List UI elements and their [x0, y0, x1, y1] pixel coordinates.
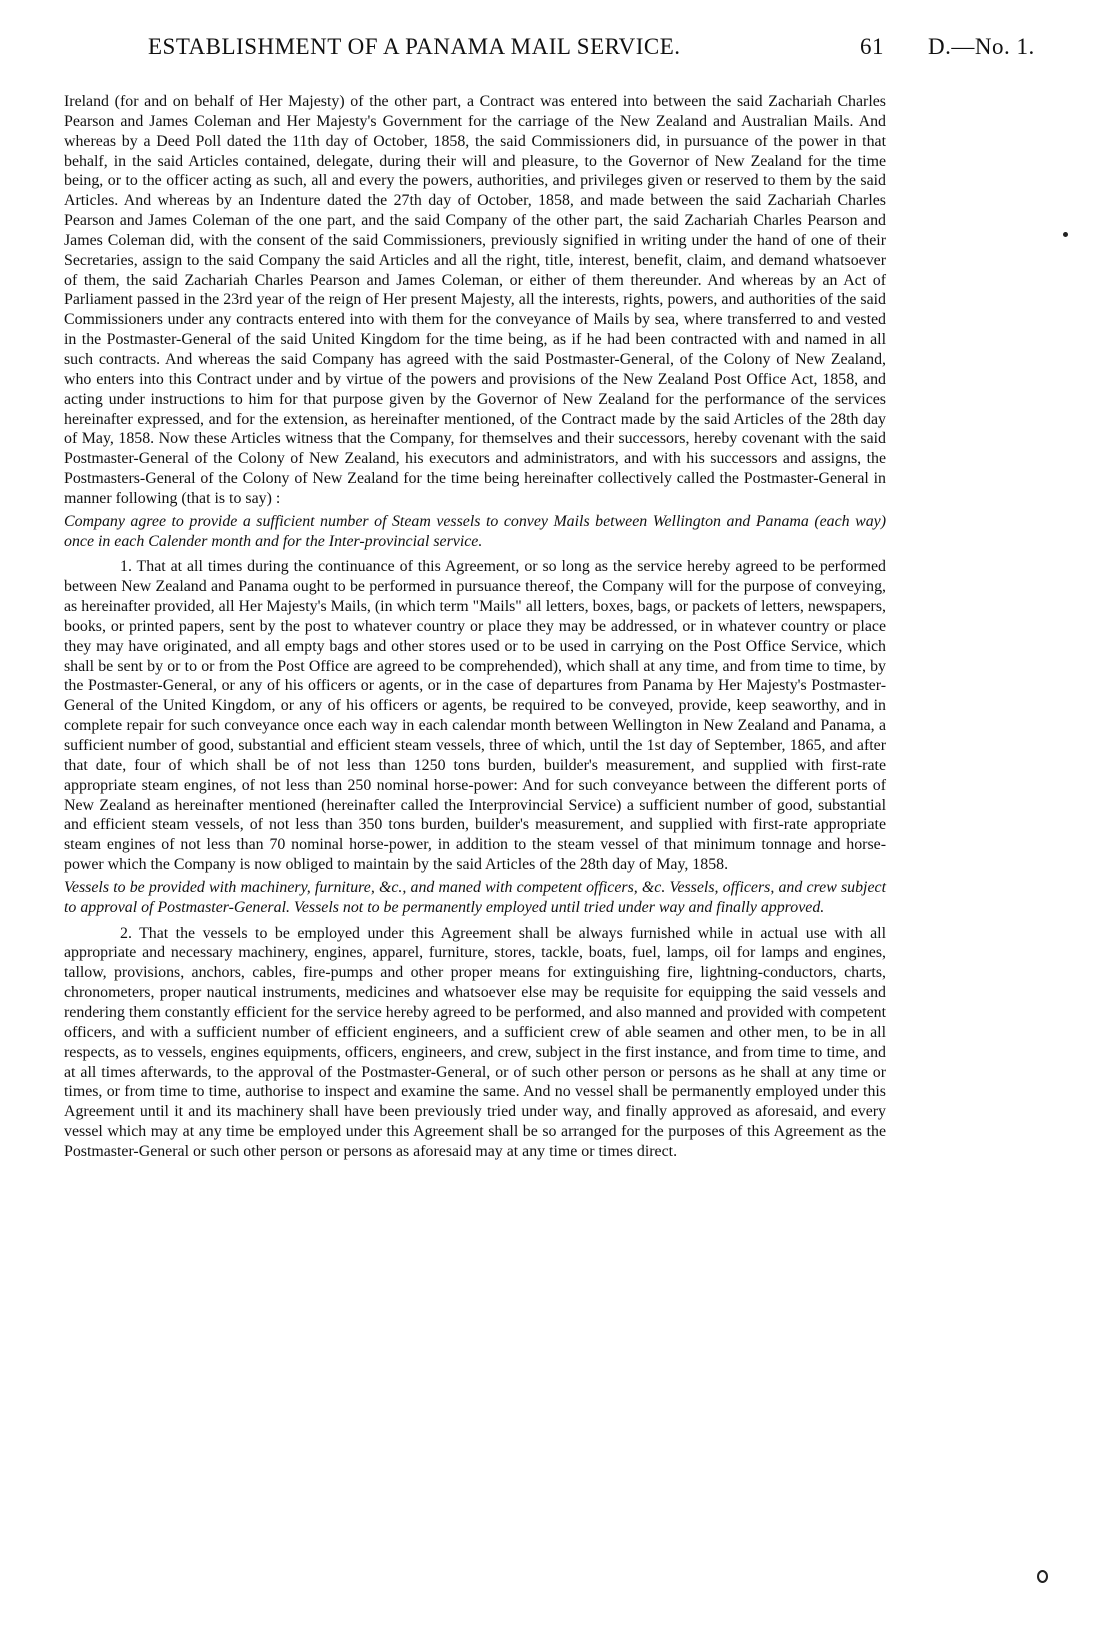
document-reference: D.—No. 1.	[928, 34, 1035, 59]
document-body	[64, 92, 886, 1162]
scan-speck	[1063, 232, 1068, 237]
scan-mark	[1037, 1570, 1048, 1583]
paragraph-preamble: Ireland (for and on behalf of Her Majesty) of the other part, a Contract was entered into between the said Zachariah Charles Pearson and James Coleman and Her Majesty's Government for the carriage of the New Zealand and Australian Mails. And whereas by a Deed Poll dated the 11th day of October, 1858, the said Commissioners did, in pursuance of the power in that behalf, in the said Articles contained, delegate, during their will and pleasure, to the Governor of New Zealand for the time being, or to the officer acting as such, all and every the powers, authorities, and privileges given or reserved to them by the said Articles. And whereas by an Indenture dated the 27th day of October, 1858, and made between the said Zachariah Charles Pearson and James Coleman of the one part, and the said Company of the other part, the said Zachariah Charles Pearson and James Coleman did, with the consent of the said Commissioners, previously signified in writing under the hand of one of their Secretaries, assign to the said Company the said Articles and all the right, title, interest, benefit, claim, and demand whatsoever of them, the said Zachariah Charles Pearson and James Coleman, or either of them thereunder. And whereas by an Act of Parliament passed in the 23rd year of the reign of Her present Majesty, all the interests, rights, powers, and authorities of the said Commissioners under any contracts entered into with them for the conveyance of Mails by sea, where transferred to and vested in the Postmaster-General of the said United Kingdom for the time being, as if he had been contracted with and named in all such contracts. And whereas the said Company has agreed with the said Postmaster-General, of the Colony of New Zealand, who enters into this Contract under and by virtue of the powers and provisions of the New Zealand Post Office Act, 1858, and acting under instructions to him for that purpose given by the Governor of New Zealand for the performance of the services hereinafter expressed, and for the extension, as hereinafter mentioned, of the Contract made by the said Articles of the 28th day of May, 1858. Now these Articles witness that the Company, for themselves and their successors, hereby covenant with the said Postmaster-General of the Colony of New Zealand, his executors and administrators, and with his successors and assigns, the Postmasters-General of the Colony of New Zealand for the time being hereinafter collectively called the Postmaster-General in manner following (that is to say) :	[64, 93, 886, 507]
header-title: ESTABLISHMENT OF A PANAMA MAIL SERVICE.	[148, 34, 681, 59]
page-header	[148, 34, 1068, 68]
marginal-note-2: Vessels to be provided with machinery, furniture, &c., and maned with competent officers, &c. Vessels, officers, and crew subject to approval of Postmaster-General. Vessels not to be permanently employed until tried under way and finally approved.	[64, 878, 886, 916]
page-number: 61	[860, 34, 884, 59]
paragraph-clause-1: 1. That at all times during the continuance of this Agreement, or so long as the service hereby agreed to be performed between New Zealand and Panama ought to be performed in pursuance thereof, the Company will for the purpose of conveying, as hereinafter provided, all Her Majesty's Mails, (in which term "Mails" all letters, boxes, bags, or packets of letters, newspapers, books, or printed papers, sent by the post to whatever country or place they may be addressed, or in whatever country or place they may have originated, and all empty bags and other stores used or to be used in carrying on the Post Office Service, which shall be sent by or to or from the Post Office are agreed to be comprehended), which shall at any time, and from time to time, by the Postmaster-General, or any of his officers or agents, or in the case of departures from Panama by Her Majesty's Postmaster-General of the United Kingdom, or any of his officers or agents, be required to be conveyed, provide, keep seaworthy, and in complete repair for such conveyance once each way in each calendar month between Wellington in New Zealand and Panama, a sufficient number of good, substantial and efficient steam vessels, three of which, until the 1st day of September, 1865, and after that date, four of which shall be of not less than 1250 tons burden, builder's measurement, and supplied with first-rate appropriate steam engines, of not less than 250 nominal horse-power: And for such conveyance between the different ports of New Zealand as hereinafter mentioned (hereinafter called the Interprovincial Service) a sufficient number of good, substantial and efficient steam vessels, of not less than 350 tons burden, builder's measurement, and supplied with first-rate appropriate steam engines of not less than 70 nominal horse-power, in addition to the steam vessel of that minimum tonnage and horse-power which the Company is now obliged to maintain by the said Articles of the 28th day of May, 1858.	[64, 558, 886, 874]
marginal-note-1: Company agree to provide a sufficient number of Steam vessels to convey Mails between Wellington and Panama (each way) once in each Calender month and for the Inter-provincial service.	[64, 512, 886, 550]
paragraph-clause-2: 2. That the vessels to be employed under this Agreement shall be always furnished while in actual use with all appropriate and necessary machinery, engines, apparel, furniture, stores, tackle, boats, fuel, lamps, oil for lamps and engines, tallow, provisions, anchors, cables, fire-pumps and other proper means for extinguishing fire, lightning-conductors, charts, chronometers, proper nautical instruments, medicines and whatsoever else may be requisite for equipping the said vessels and rendering them constantly efficient for the service hereby agreed to be performed, and also manned and provided with competent officers, and with a sufficient number of efficient engineers, and a sufficient crew of able seamen and other men, to be in all respects, as to vessels, engines equipments, officers, engineers, and crew, subject in the first instance, and from time to time, and at all times afterwards, to the approval of the Postmaster-General, or of such other person or persons as he shall at any time or times, or from time to time, authorise to inspect and examine the same. And no vessel shall be permanently employed under this Agreement until it and its machinery shall have been previously tried under way, and finally approved as aforesaid, and every vessel which may at any time be employed under this Agreement shall be so arranged for the purposes of this Agreement as the Postmaster-General or such other person or persons as aforesaid may at any time or times direct.	[64, 924, 886, 1160]
